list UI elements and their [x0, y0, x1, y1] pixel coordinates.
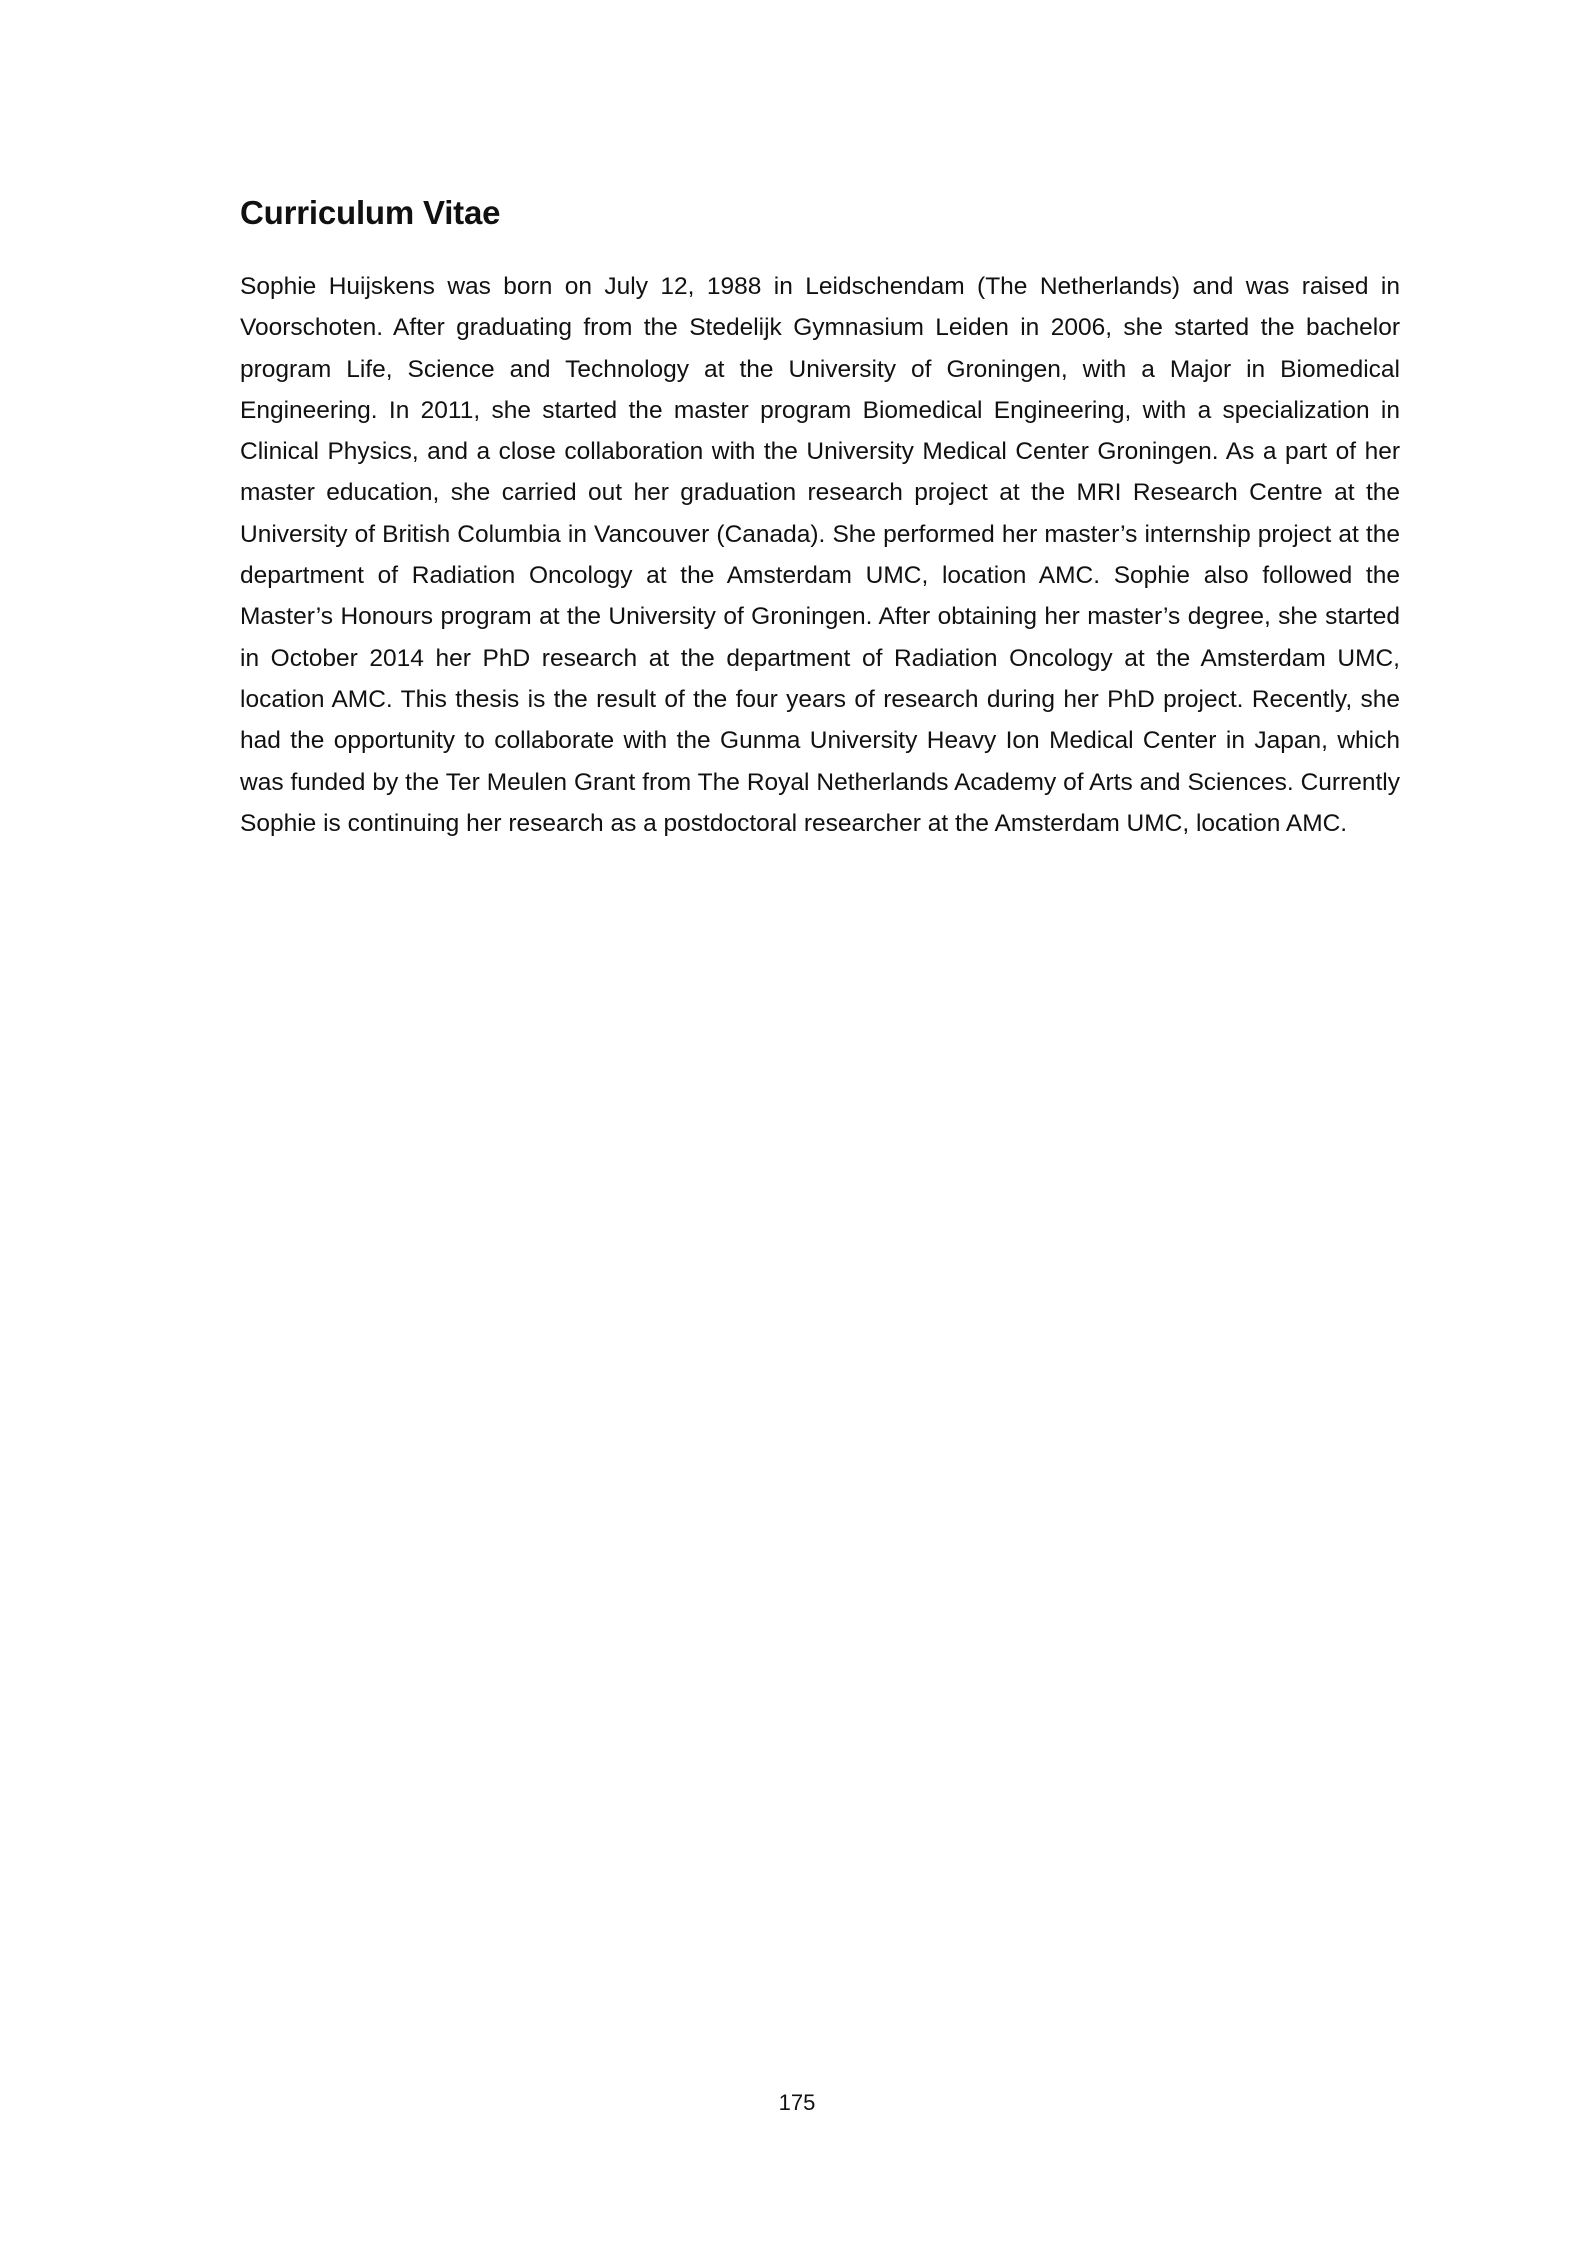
- page-title: Curriculum Vitae: [240, 194, 501, 231]
- cv-paragraph: Sophie Huijskens was born on July 12, 1988 in Leidschendam (The Netherlands) and was raised in Voorschoten. After graduating from the Stedelijk Gymnasium Leiden in 2006, she started the bachelor program Life, Science and Technology at the University of Groningen, with a Major in Biomedical Engineering. In 2011, she started the master program Biomedical Engineering, with a specialization in Clinical Physics, and a close collaboration with the University Medical Center Groningen. As a part of her master education, she carried out her graduation research project at the MRI Research Centre at the University of British Columbia in Vancouver (Canada). She performed her master’s internship project at the department of Radiation Oncology at the Amsterdam UMC, location AMC. Sophie also followed the Master’s Honours program at the University of Groningen. After obtaining her master’s degree, she started in October 2014 her PhD research at the department of Radiation Oncology at the Amsterdam UMC, location AMC. This thesis is the result of the four years of research during her PhD project. Recently, she had the opportunity to collaborate with the Gunma University Heavy Ion Medical Center in Japan, which was funded by the Ter Meulen Grant from The Royal Netherlands Academy of Arts and Sciences. Currently Sophie is continuing her research as a postdoctoral researcher at the Amsterdam UMC, location AMC.: [240, 273, 1400, 837]
- page-number: 175: [778, 2090, 816, 2115]
- page-content: [240, 190, 1400, 844]
